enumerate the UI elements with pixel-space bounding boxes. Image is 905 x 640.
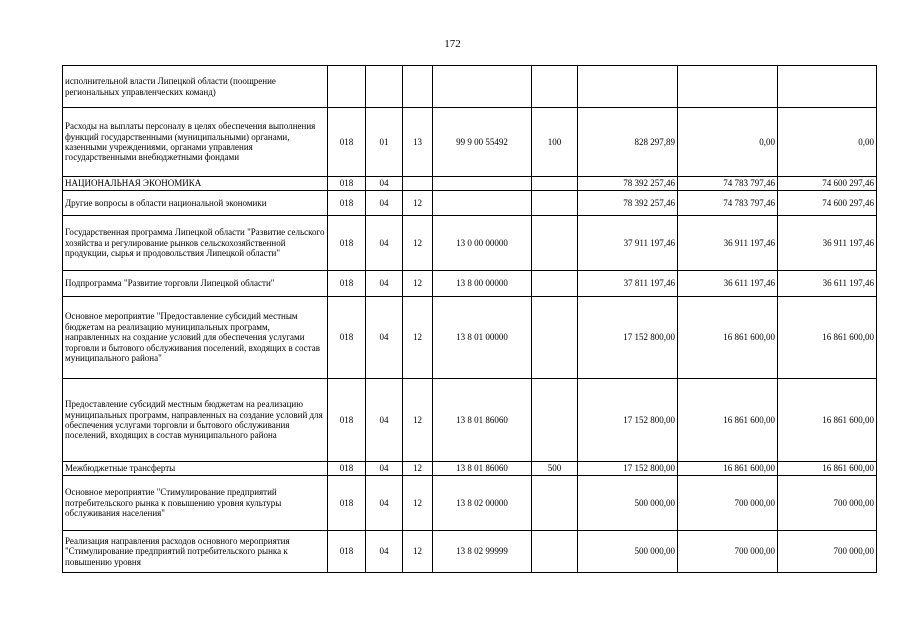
- expense-type-cell: [532, 271, 578, 297]
- sum-cell-2: 16 861 600,00: [678, 462, 778, 476]
- section-cell: 01: [366, 108, 403, 177]
- subsection-cell: 12: [403, 462, 433, 476]
- subsection-cell: 12: [403, 191, 433, 216]
- expense-type-cell: [532, 531, 578, 573]
- subsection-cell: 13: [403, 108, 433, 177]
- sum-cell-1: 828 297,89: [578, 108, 678, 177]
- section-cell: 04: [366, 379, 403, 462]
- sum-cell-3: [778, 66, 877, 108]
- row-name: Расходы на выплаты персоналу в целях обеспечения выполнения функций государственными (муниципальными) органами, казенными учреждениями, органами управления государственными внебюджетными фондами: [63, 108, 328, 177]
- table-row: [63, 66, 877, 108]
- expense-type-cell: [532, 476, 578, 531]
- sum-cell-3: 74 600 297,46: [778, 177, 877, 191]
- target-article-cell: 13 8 02 00000: [433, 476, 532, 531]
- table-row: [63, 462, 877, 476]
- sum-cell-1: [578, 66, 678, 108]
- subsection-cell: 12: [403, 216, 433, 271]
- expense-type-cell: 100: [532, 108, 578, 177]
- subsection-cell: 12: [403, 271, 433, 297]
- row-name: Предоставление субсидий местным бюджетам на реализацию муниципальных программ, направленных на создание условий для обеспечения услугами торговли и бытового обслуживания поселений, входящих в состав муниципального района: [63, 379, 328, 462]
- page-number: 172: [444, 38, 461, 50]
- subsection-cell: 12: [403, 476, 433, 531]
- row-name: Подпрограмма "Развитие торговли Липецкой области": [63, 271, 328, 297]
- grbs-cell: 018: [328, 531, 366, 573]
- table-row: [63, 191, 877, 216]
- table-row: [63, 216, 877, 271]
- sum-cell-3: 700 000,00: [778, 531, 877, 573]
- row-name: НАЦИОНАЛЬНАЯ ЭКОНОМИКА: [63, 177, 328, 191]
- target-article-cell: 13 0 00 00000: [433, 216, 532, 271]
- sum-cell-3: 74 600 297,46: [778, 191, 877, 216]
- grbs-cell: 018: [328, 191, 366, 216]
- sum-cell-1: 500 000,00: [578, 476, 678, 531]
- expense-type-cell: 500: [532, 462, 578, 476]
- target-article-cell: 13 8 01 86060: [433, 379, 532, 462]
- table-row: [63, 476, 877, 531]
- subsection-cell: 12: [403, 531, 433, 573]
- sum-cell-3: 700 000,00: [778, 476, 877, 531]
- section-cell: 04: [366, 271, 403, 297]
- sum-cell-1: 37 811 197,46: [578, 271, 678, 297]
- expense-type-cell: [532, 379, 578, 462]
- subsection-cell: [403, 66, 433, 108]
- sum-cell-2: 0,00: [678, 108, 778, 177]
- sum-cell-2: 16 861 600,00: [678, 297, 778, 379]
- grbs-cell: 018: [328, 462, 366, 476]
- section-cell: 04: [366, 177, 403, 191]
- grbs-cell: 018: [328, 177, 366, 191]
- sum-cell-2: [678, 66, 778, 108]
- sum-cell-2: 36 611 197,46: [678, 271, 778, 297]
- sum-cell-1: 500 000,00: [578, 531, 678, 573]
- target-article-cell: 13 8 01 00000: [433, 297, 532, 379]
- target-article-cell: 99 9 00 55492: [433, 108, 532, 177]
- sum-cell-1: 78 392 257,46: [578, 177, 678, 191]
- section-cell: 04: [366, 297, 403, 379]
- sum-cell-3: 36 911 197,46: [778, 216, 877, 271]
- grbs-cell: 018: [328, 476, 366, 531]
- table-row: [63, 177, 877, 191]
- section-cell: [366, 66, 403, 108]
- grbs-cell: 018: [328, 271, 366, 297]
- table-row: [63, 271, 877, 297]
- target-article-cell: [433, 66, 532, 108]
- section-cell: 04: [366, 531, 403, 573]
- grbs-cell: 018: [328, 297, 366, 379]
- sum-cell-1: 37 911 197,46: [578, 216, 678, 271]
- grbs-cell: 018: [328, 379, 366, 462]
- grbs-cell: 018: [328, 108, 366, 177]
- sum-cell-3: 16 861 600,00: [778, 462, 877, 476]
- target-article-cell: 13 8 02 99999: [433, 531, 532, 573]
- sum-cell-1: 17 152 800,00: [578, 379, 678, 462]
- table-row: [63, 108, 877, 177]
- expense-type-cell: [532, 191, 578, 216]
- expense-type-cell: [532, 177, 578, 191]
- subsection-cell: 12: [403, 297, 433, 379]
- row-name: Основное мероприятие "Предоставление субсидий местным бюджетам на реализацию муниципальных программ, направленных на создание условий для обеспечения услугами торговли и бытового обслуживания поселений, входящих в состав муниципального района": [63, 297, 328, 379]
- sum-cell-2: 16 861 600,00: [678, 379, 778, 462]
- section-cell: 04: [366, 191, 403, 216]
- subsection-cell: 12: [403, 379, 433, 462]
- target-article-cell: [433, 191, 532, 216]
- sum-cell-2: 700 000,00: [678, 531, 778, 573]
- row-name: Государственная программа Липецкой области "Развитие сельского хозяйства и регулирование рынков сельскохозяйственной продукции, сырья и продовольствия Липецкой области": [63, 216, 328, 271]
- sum-cell-3: 16 861 600,00: [778, 297, 877, 379]
- section-cell: 04: [366, 462, 403, 476]
- grbs-cell: [328, 66, 366, 108]
- budget-table: [62, 65, 877, 573]
- grbs-cell: 018: [328, 216, 366, 271]
- target-article-cell: [433, 177, 532, 191]
- row-name: Реализация направления расходов основного мероприятия "Стимулирование предприятий потребительского рынка к повышению уровня: [63, 531, 328, 573]
- sum-cell-1: 17 152 800,00: [578, 297, 678, 379]
- sum-cell-3: 0,00: [778, 108, 877, 177]
- sum-cell-3: 36 611 197,46: [778, 271, 877, 297]
- target-article-cell: 13 8 01 86060: [433, 462, 532, 476]
- row-name: исполнительной власти Липецкой области (поощрение региональных управленческих команд): [63, 66, 328, 108]
- sum-cell-1: 78 392 257,46: [578, 191, 678, 216]
- row-name: Межбюджетные трансферты: [63, 462, 328, 476]
- expense-type-cell: [532, 66, 578, 108]
- section-cell: 04: [366, 476, 403, 531]
- sum-cell-2: 74 783 797,46: [678, 191, 778, 216]
- sum-cell-1: 17 152 800,00: [578, 462, 678, 476]
- sum-cell-3: 16 861 600,00: [778, 379, 877, 462]
- table-row: [63, 531, 877, 573]
- sum-cell-2: 700 000,00: [678, 476, 778, 531]
- sum-cell-2: 74 783 797,46: [678, 177, 778, 191]
- table-row: [63, 379, 877, 462]
- row-name: Другие вопросы в области национальной экономики: [63, 191, 328, 216]
- target-article-cell: 13 8 00 00000: [433, 271, 532, 297]
- row-name: Основное мероприятие "Стимулирование предприятий потребительского рынка к повышению уровня культуры обслуживания населения": [63, 476, 328, 531]
- expense-type-cell: [532, 297, 578, 379]
- section-cell: 04: [366, 216, 403, 271]
- sum-cell-2: 36 911 197,46: [678, 216, 778, 271]
- table-row: [63, 297, 877, 379]
- expense-type-cell: [532, 216, 578, 271]
- subsection-cell: [403, 177, 433, 191]
